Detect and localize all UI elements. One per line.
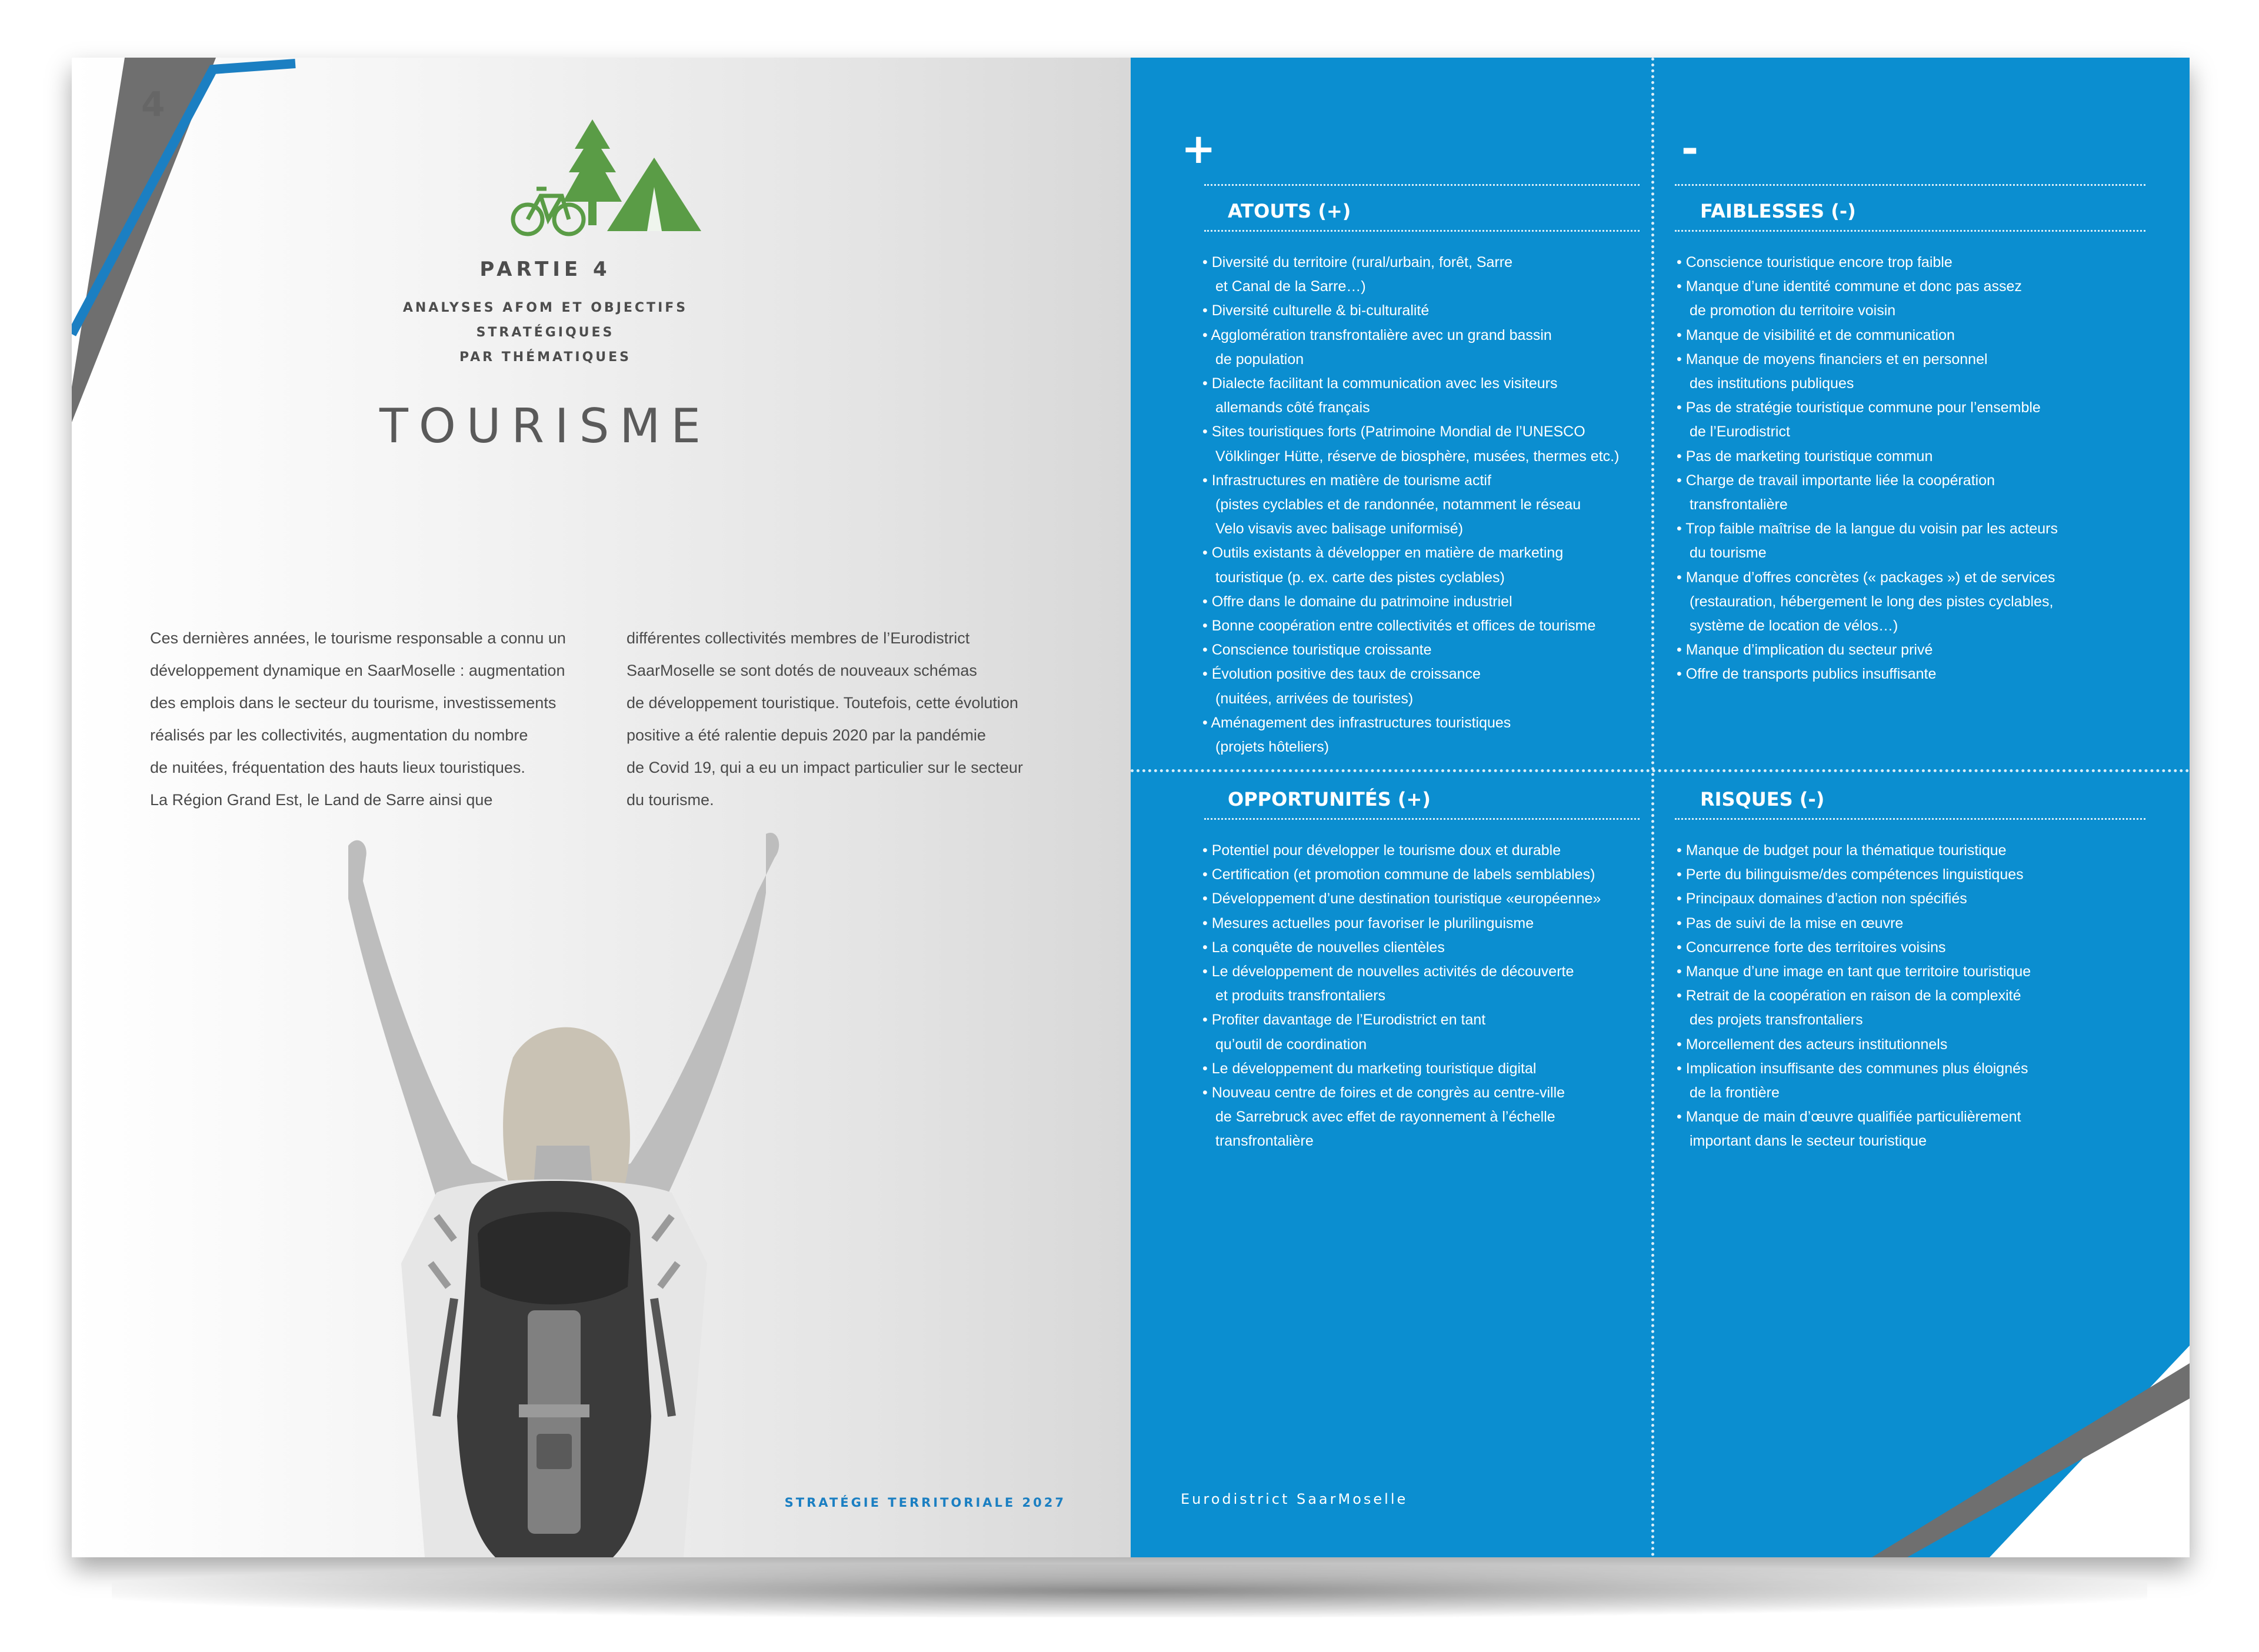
list-item: • Le développement du marketing touristique digital — [1202, 1060, 1537, 1077]
list-item: • Nouveau centre de foires et de congrès au centre-ville de Sarrebruck avec effet de rayonnement à l’échelle transfrontalière — [1202, 1084, 1565, 1150]
faiblesses-heading: FAIBLESSES (-) — [1700, 200, 1856, 222]
list-item: • Dialecte facilitant la communication avec les visiteurs allemands côté français — [1202, 375, 1558, 416]
atouts-heading: ATOUTS (+) — [1228, 200, 1351, 222]
risques-list — [1677, 839, 2135, 1154]
book-shadow — [112, 1564, 2147, 1617]
faiblesses-list — [1677, 251, 2135, 687]
risques-heading: RISQUES (-) — [1700, 788, 1825, 810]
partie-title: PARTIE 4 — [479, 258, 611, 281]
rule-faiblesses — [1675, 184, 2145, 186]
page-number: 4 — [141, 84, 165, 124]
list-item: • Trop faible maîtrise de la langue du voisin par les acteurs du tourisme — [1677, 520, 2058, 562]
brochure-spread — [72, 58, 2190, 1557]
left-page — [72, 58, 1131, 1557]
list-item: • Retrait de la coopération en raison de la complexité des projets transfrontaliers — [1677, 987, 2021, 1029]
list-item: • Diversité du territoire (rural/urbain, forêt, Sarre et Canal de la Sarre…) — [1202, 254, 1512, 295]
list-item: • Outils existants à développer en matière de marketing touristique (p. ex. carte des pistes cyclables) — [1202, 545, 1564, 586]
list-item: • Principaux domaines d’action non spécifiés — [1677, 890, 1967, 907]
horizontal-divider — [1131, 769, 2190, 772]
right-page — [1131, 58, 2190, 1557]
page-range-prefix: 30/ — [2106, 1486, 2137, 1508]
footer-organisation-label: Eurodistrict SaarMoselle — [1181, 1491, 1408, 1507]
corner-decoration-bottom-right — [1860, 1346, 2190, 1557]
list-item: • Charge de travail importante liée la coopération transfrontalière — [1677, 472, 1995, 513]
plus-sign: + — [1181, 125, 1216, 173]
rule-risques-under — [1675, 818, 2145, 820]
page-range-current: 31 — [2137, 1486, 2163, 1508]
rule-opportunites-under — [1204, 818, 1640, 820]
list-item: • Profiter davantage de l’Eurodistrict en tant qu’outil de coordination — [1202, 1012, 1486, 1053]
list-item: • Certification (et promotion commune de labels semblables) — [1202, 866, 1595, 883]
list-item: • Manque d’une image en tant que territoire touristique — [1677, 963, 2031, 980]
list-item: • Bonne coopération entre collectivités et offices de tourisme — [1202, 618, 1596, 635]
list-item: • Concurrence forte des territoires voisins — [1677, 939, 1946, 956]
tree-tent-bicycle-icon — [504, 114, 704, 249]
list-item: • Pas de stratégie touristique commune pour l’ensemble de l’Eurodistrict — [1677, 399, 2041, 440]
list-item: • Sites touristiques forts (Patrimoine Mondial de l’UNESCO Völklinger Hütte, réserve de biosphère, musées, thermes etc.) — [1202, 423, 1620, 465]
list-item: • Implication insuffisante des communes plus éloignés de la frontière — [1677, 1060, 2028, 1102]
opportunites-heading: OPPORTUNITÉS (+) — [1228, 788, 1431, 810]
list-item: • Offre dans le domaine du patrimoine industriel — [1202, 593, 1512, 610]
partie-subtitle: ANALYSES AFOM ET OBJECTIFS STRATÉGIQUES PAR THÉMATIQUES — [402, 301, 688, 365]
list-item: • La conquête de nouvelles clientèles — [1202, 939, 1445, 956]
list-item: • Diversité culturelle & bi-culturalité — [1202, 302, 1430, 319]
list-item: • Manque d’offres concrètes (« packages ») et de services (restauration, hébergement le long des pistes cyclables, système de location de vélos…) — [1677, 569, 2055, 635]
list-item: • Manque d’implication du secteur privé — [1677, 642, 1933, 659]
list-item: • Offre de transports publics insuffisante — [1677, 666, 1937, 683]
list-item: • Le développement de nouvelles activités de découverte et produits transfrontaliers — [1202, 963, 1574, 1004]
list-item: • Mesures actuelles pour favoriser le plurilinguisme — [1202, 915, 1534, 932]
corner-decoration — [72, 58, 319, 422]
list-item: • Pas de suivi de la mise en œuvre — [1677, 915, 1904, 932]
footer-strategy-label: STRATÉGIE TERRITORIALE 2027 — [784, 1496, 1066, 1510]
intro-column-2: différentes collectivités membres de l’Eurodistrict SaarMoselle se sont dotés de nouveaux schémas de développement touristique. Toutefois, cette évolution positive a été ralentie depuis 2020 par la pandémie de Covid 19, qui a eu un impact particulier sur le secteur du tourisme. — [627, 629, 1023, 809]
list-item: • Potentiel pour développer le tourisme doux et durable — [1202, 842, 1561, 859]
list-item: • Développement d’une destination touristique «européenne» — [1202, 890, 1601, 907]
list-item: • Manque de visibilité et de communication — [1677, 326, 1955, 343]
list-item: • Manque de main d’œuvre qualifiée particulièrement important dans le secteur touristique — [1677, 1109, 2021, 1150]
atouts-list — [1202, 251, 1650, 759]
page-range — [2107, 1486, 2163, 1508]
list-item: • Manque de budget pour la thématique touristique — [1677, 842, 2007, 859]
rule-atouts-under — [1204, 230, 1640, 232]
list-item: • Pas de marketing touristique commun — [1677, 448, 1933, 465]
list-item: • Infrastructures en matière de tourisme actif (pistes cyclables et de randonnée, notamment le réseau Velo visavis avec balisage uniformisé) — [1202, 472, 1581, 538]
list-item: • Morcellement des acteurs institutionnels — [1677, 1036, 1948, 1053]
rule-atouts — [1204, 184, 1640, 186]
list-item: • Évolution positive des taux de croissance (nuitées, arrivées de touristes) — [1202, 666, 1481, 707]
list-item: • Manque d’une identité commune et donc pas assez de promotion du territoire voisin — [1677, 278, 2022, 319]
list-item: • Aménagement des infrastructures touristiques (projets hôteliers) — [1202, 714, 1511, 756]
rule-faiblesses-under — [1675, 230, 2145, 232]
list-item: • Conscience touristique encore trop faible — [1677, 254, 1953, 271]
list-item: • Conscience touristique croissante — [1202, 642, 1432, 659]
vertical-divider — [1651, 58, 1654, 1557]
list-item: • Perte du bilinguisme/des compétences linguistiques — [1677, 866, 2024, 883]
intro-column-1: Ces dernières années, le tourisme responsable a connu un développement dynamique en SaarMoselle : augmentation des emplois dans le secteur du tourisme, investissements réalisés par les collectivités, augmentation du nombre de nuitées, fréquentation des hauts lieux touristiques. La Région Grand Est, le Land de Sarre ainsi que — [150, 629, 566, 809]
list-item: • Agglomération transfrontalière avec un grand bassin de population — [1202, 326, 1552, 368]
list-item: • Manque de moyens financiers et en personnel des institutions publiques — [1677, 351, 1988, 392]
opportunites-list — [1202, 839, 1650, 1154]
hiker-with-backpack-illustration — [260, 828, 848, 1557]
chapter-title: TOURISME — [379, 399, 711, 453]
minus-sign: - — [1681, 125, 1699, 173]
